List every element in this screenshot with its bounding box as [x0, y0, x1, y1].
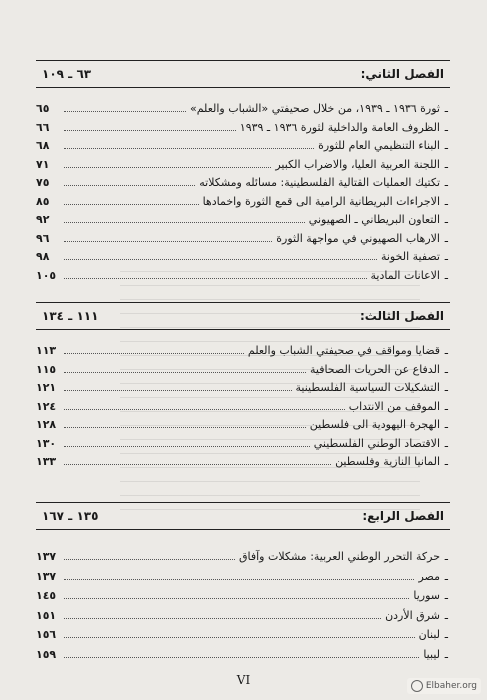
entry-title: مصر — [418, 569, 440, 583]
entry-title: الموقف من الانتداب — [348, 399, 440, 413]
toc-entry: ـ تصفية الخونة ٩٨ — [36, 250, 448, 263]
entry-title: الاقتصاد الوطني الفلسطيني — [313, 436, 440, 450]
toc-entry: ـ سوريا ١٤٥ — [36, 589, 448, 602]
entry-page: ١٣٣ — [36, 455, 57, 468]
chapter-heading — [36, 302, 450, 330]
toc-entry: ـ ليبيا ١٥٩ — [36, 647, 448, 661]
toc-entry: ـ لبنان ١٥٦ — [36, 628, 448, 641]
leader-dots — [64, 598, 409, 599]
entry-title: المانيا النازية وفلسطين — [335, 455, 440, 468]
leader-dots — [64, 222, 305, 223]
page-number: VI — [236, 673, 251, 687]
entry-page: ١٥١ — [36, 608, 57, 622]
leader-dots — [64, 390, 292, 391]
chapter-title: الفصل الثاني: — [360, 67, 444, 81]
toc-entry: ـ الارهاب الصهيوني في مواجهة الثورة ٩٦ — [36, 231, 448, 245]
entry-list — [36, 102, 450, 287]
entry-page: ٦٥ — [36, 102, 50, 115]
leader-dots — [64, 446, 310, 447]
toc-entry: ـ الدفاع عن الحريات الصحافية ١١٥ — [36, 362, 448, 376]
entry-page: ٩٢ — [36, 213, 50, 226]
toc-entry: ـ قضايا ومواقف في صحيفتي الشباب والعلم ١١٣ — [36, 344, 448, 357]
entry-title: قضايا ومواقف في صحيفتي الشباب والعلم — [247, 344, 440, 357]
entry-page: ٧٥ — [36, 176, 50, 189]
entry-title: الظروف العامة والداخلية لثورة ١٩٣٦ ـ ١٩٣٩ — [239, 120, 440, 134]
leader-dots — [64, 637, 415, 638]
toc-entry: ـ اللجنة العربية العليا، والاضراب الكبير ٧١ — [36, 157, 448, 171]
entry-page: ١٥٩ — [36, 647, 57, 661]
leader-dots — [64, 278, 367, 279]
toc-entry: ـ الاعانات المادية ١٠٥ — [36, 268, 448, 282]
leader-dots — [64, 148, 314, 149]
chapter-page-range: ١١١ ـ ١٣٤ — [42, 309, 99, 323]
entry-page: ٦٨ — [36, 139, 50, 152]
toc-entry: ـ التعاون البريطاني ـ الصهيوني ٩٢ — [36, 213, 448, 226]
chapter-title: الفصل الرابع: — [362, 509, 444, 523]
leader-dots — [64, 657, 419, 658]
entry-title: الاعانات المادية — [370, 268, 440, 282]
entry-title: شرق الأردن — [385, 608, 440, 622]
entry-title: حركة التحرر الوطني العربية: مشكلات وآفاق — [238, 550, 440, 563]
leader-dots — [64, 241, 272, 242]
leader-dots — [64, 130, 236, 131]
leader-dots — [64, 427, 306, 428]
toc-entry: ـ الظروف العامة والداخلية لثورة ١٩٣٦ ـ ١٩٣٩ ٦٦ — [36, 120, 448, 134]
watermark-text: Elbaher.org — [425, 681, 477, 691]
leader-dots — [64, 559, 235, 560]
watermark — [407, 678, 481, 694]
entry-title: لبنان — [418, 628, 440, 641]
toc-entry: ـ تكتيك العمليات القتالية الفلسطينية: مسائله ومشكلاته ٧٥ — [36, 176, 448, 189]
entry-page: ١٣٧ — [36, 550, 57, 563]
leader-dots — [64, 409, 345, 410]
toc-section-chapter-4 — [36, 502, 450, 667]
entry-title: تكتيك العمليات القتالية الفلسطينية: مسائله ومشكلاته — [199, 176, 440, 189]
toc-entry: ـ الاجراءات البريطانية الرامية الى قمع الثورة واخمادها ٨٥ — [36, 194, 448, 208]
entry-page: ٨٥ — [36, 194, 50, 208]
leader-dots — [64, 204, 199, 205]
toc-section-chapter-3 — [36, 302, 450, 474]
leader-dots — [64, 111, 186, 112]
entry-title: ليبيا — [423, 647, 440, 661]
entry-title: تصفية الخونة — [380, 250, 440, 263]
entry-page: ١٢١ — [36, 381, 57, 394]
entry-title: البناء التنظيمي العام للثورة — [318, 139, 440, 152]
leader-dots — [64, 372, 306, 373]
entry-page: ٧١ — [36, 157, 50, 171]
entry-page: ١١٣ — [36, 344, 57, 357]
entry-page: ١٥٦ — [36, 628, 57, 641]
chapter-heading — [36, 502, 450, 530]
toc-section-chapter-2 — [36, 60, 450, 287]
leader-dots — [64, 185, 195, 186]
toc-entry: ـ مصر ١٣٧ — [36, 569, 448, 583]
leader-dots — [64, 353, 244, 354]
entry-title: الاجراءات البريطانية الرامية الى قمع الثورة واخمادها — [202, 194, 440, 208]
chapter-page-range: ٦٣ ـ ١٠٩ — [42, 67, 92, 81]
entry-title: الدفاع عن الحريات الصحافية — [309, 362, 440, 376]
entry-title: التعاون البريطاني ـ الصهيوني — [308, 213, 440, 226]
leader-dots — [64, 464, 331, 465]
globe-icon — [411, 680, 423, 692]
entry-title: الارهاب الصهيوني في مواجهة الثورة — [276, 231, 440, 245]
entry-page: ١٣٠ — [36, 436, 57, 450]
toc-entry: ـ شرق الأردن ١٥١ — [36, 608, 448, 622]
leader-dots — [64, 259, 377, 260]
chapter-title: الفصل الثالث: — [360, 309, 444, 323]
leader-dots — [64, 618, 381, 619]
entry-title: ثورة ١٩٣٦ ـ ١٩٣٩، من خلال صحيفتي «الشباب والعلم» — [190, 102, 440, 115]
entry-list — [36, 344, 450, 474]
leader-dots — [64, 579, 414, 580]
toc-entry: ـ حركة التحرر الوطني العربية: مشكلات وآفاق ١٣٧ — [36, 550, 448, 563]
entry-title: التشكيلات السياسية الفلسطينية — [295, 381, 440, 394]
entry-page: ١٠٥ — [36, 268, 57, 282]
entry-page: ١٢٨ — [36, 418, 57, 431]
entry-title: الهجرة اليهودية الى فلسطين — [309, 418, 440, 431]
leader-dots — [64, 167, 271, 168]
chapter-page-range: ١٣٥ ـ ١٦٧ — [42, 509, 99, 523]
toc-entry: ـ البناء التنظيمي العام للثورة ٦٨ — [36, 139, 448, 152]
entry-list — [36, 550, 450, 667]
toc-entry: ـ الموقف من الانتداب ١٢٤ — [36, 399, 448, 413]
toc-entry: ـ الاقتصاد الوطني الفلسطيني ١٣٠ — [36, 436, 448, 450]
entry-page: ١٣٧ — [36, 569, 57, 583]
entry-title: اللجنة العربية العليا، والاضراب الكبير — [275, 157, 440, 171]
entry-page: ١٢٤ — [36, 399, 57, 413]
toc-entry: ـ التشكيلات السياسية الفلسطينية ١٢١ — [36, 381, 448, 394]
entry-title: سوريا — [413, 589, 440, 602]
entry-page: ١٤٥ — [36, 589, 57, 602]
entry-page: ٩٨ — [36, 250, 50, 263]
toc-entry: ـ المانيا النازية وفلسطين ١٣٣ — [36, 455, 448, 468]
chapter-heading — [36, 60, 450, 88]
toc-entry: ـ ثورة ١٩٣٦ ـ ١٩٣٩، من خلال صحيفتي «الشباب والعلم» ٦٥ — [36, 102, 448, 115]
toc-entry: ـ الهجرة اليهودية الى فلسطين ١٢٨ — [36, 418, 448, 431]
entry-page: ١١٥ — [36, 362, 57, 376]
entry-page: ٦٦ — [36, 120, 50, 134]
entry-page: ٩٦ — [36, 231, 50, 245]
